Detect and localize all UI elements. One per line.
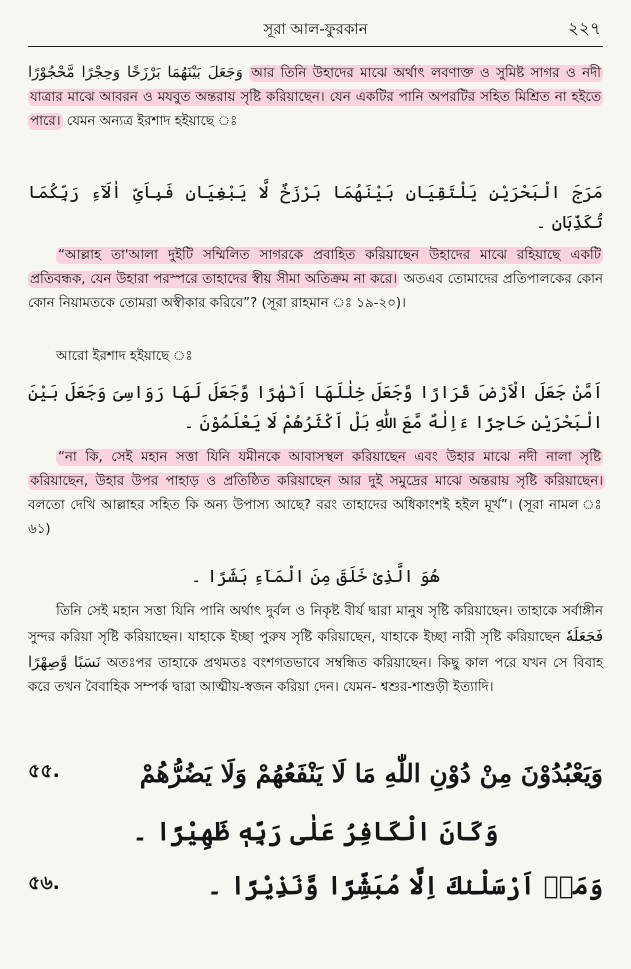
verse-55-continuation [28,806,603,856]
creation-text-a: তিনি সেই মহান সত্তা যিনি পানি অর্থাৎ দুর্বল ও নিকৃষ্ট বীর্য দ্বারা মানুষ সৃষ্টি করিয়াছেন। তাহাকে সর্বাঙ্গীন সুন্দর করিয়া সৃষ্টি করিয়াছেন। যাহাকে ইচ্ছা পুরুষ সৃষ্টি করিয়াছেন, যাহাকে ইচ্ছা নারী সৃষ্টি করিয়াছেন [28,604,603,645]
verse-55-number: ৫৫. [28,760,60,782]
ayah-rahman [28,178,603,238]
arabic-inline-nasab: فَجَعَلَهٗ نَسَبًا وَّصِهْرًا [28,627,603,671]
paragraph-intro-naml [28,345,603,369]
verse-55 [28,748,603,798]
translation-tail: যেমন অন্যত্র ইরশাদ হইয়াছে ঃ [66,114,238,129]
page-number: ২২৭ [567,19,601,39]
ayah-rahman-text: مَرَجَ الْبَحْرَيْنِ يَلْتَقِيَانِ بَيْنَهُمَا بَرْزَخٌ لَّا يَبْغِيَانِ فَبِاَىِّ اٰلَآءِ رَبِّكُمَا تُكَذِّبَانِ ۔ [28,183,603,233]
naml-intro-text: আরো ইরশাদ হইয়াছে ঃ [56,349,193,364]
arabic-inline-barzakh: وَجَعَلَ بَيْنَهُمَا بَرْزَخًا وَحِجْرًا مَّحْجُوْرًا [28,63,243,81]
highlighted-quote-rahman: “আল্লাহ তা'আলা দুইটি সম্মিলিত সাগরকে প্রবাহিত করিয়াছেন উহাদের মাঝে রহিয়াছে একটি প্রতিবন্ধক, যেন উহারা পরস্পরে তাহাদের স্বীয় সীমা অতিক্রম না করে। [30,248,601,287]
rahman-translation-text [28,244,603,316]
page-header [28,0,603,44]
paragraph-creation [28,600,603,700]
rahman-translation-tail: অতএব তোমাদের প্রতিপালকের কোন কোন নিয়ামতকে তোমরা অস্বীকার করিবে”? (সূরা রাহমান ঃ ১৯-২০)। [28,272,604,311]
creation-text-b: অতঃপর তাহাকে প্রথমতঃ বংশগতভাবে সম্বন্ধিত করিয়াছেন। কিছু কাল পরে যখন সে বিবাহ করে তখন বৈবাহিক সম্পর্ক দ্বারা আত্মীয়-স্বজন করিয়া দেন। যেমন- শ্বশুর-শাশুড়ী ইত্যাদি। [28,656,604,695]
verse-55-line-2: وَكَانَ الْكَافِرُ عَلٰى رَبِّهٖ ظَهِيْرًا ۔ [132,816,499,846]
ayah-naml [28,378,603,438]
highlighted-translation: আর তিনি উহাদের মাঝে অর্থাৎ লবণাক্ত ও সুমিষ্ট সাগর ও নদী যাত্রার মাঝে আবরন ও মযবুত অন্তরায় সৃষ্টি করিয়াছেন। যেন একটির পানি অপরটির সহিত মিশ্রিত না হইতে পারে। [30,66,602,129]
naml-translation-text [28,446,603,542]
verse-56-line-1: وَمَاۤ اَرْسَلْنٰكَ اِلَّا مُبَشِّرًا وَّنَذِيْرًا ۔ [207,870,603,900]
highlighted-quote-naml: “না কি, সেই মহান সত্তা যিনি যমীনকে আবাসস্থল করিয়াছেন এবং উহার মাঝে নদী নালা সৃষ্টি করিয়াছেন, উহার উপর পাহাড় ও প্রতিষ্ঠিত করিয়াছেন আর দুই সমুদ্রের মাঝে অন্তরায় সৃষ্টি করিয়াছেন। [30,450,603,489]
verse-55-line-1: وَيَعْبُدُوْنَ مِنْ دُوْنِ اللّٰهِ مَا لَا يَنْفَعُهُمْ وَلَا يَضُرُّهُمْ [139,758,603,788]
naml-translation-tail: বলতো দেখি আল্লাহর সহিত কি অন্য উপাস্য আছে? বরং তাহাদের অধিকাংশই হইল মূর্খ”। (সূরা নামল ঃ ৬১) [28,498,603,537]
paragraph-rahman-translation [28,244,603,316]
creation-paragraph-text [28,600,603,700]
ayah-54-part [28,562,603,592]
verse-56 [28,860,603,910]
barzakh-paragraph-text [28,60,603,134]
verse-56-number: ৫৬. [28,872,60,894]
header-divider [28,46,603,47]
surah-title: সূরা আল-ফুরকান [263,20,368,38]
ayah-54-text: هُوَ الَّذِىْ خَلَقَ مِنَ الْمَآءِ بَشَرًا ۔ [191,567,440,587]
paragraph-naml-translation [28,446,603,542]
ayah-naml-text: اَمَّنْ جَعَلَ الْاَرْضَ قَرَارًا وَّجَعَلَ خِلٰلَهَا اَنْهٰرًا وَّجَعَلَ لَهَا رَوَاسِىَ وَجَعَلَ بَيْنَ الْبَحْرَيْنِ حَاجِزًا ءَاِلٰهٌ مَّعَ اللّٰهِ بَلْ اَكْثَرُهُمْ لَا يَعْلَمُوْنَ ۔ [28,383,603,433]
paragraph-barzakh [28,60,603,134]
